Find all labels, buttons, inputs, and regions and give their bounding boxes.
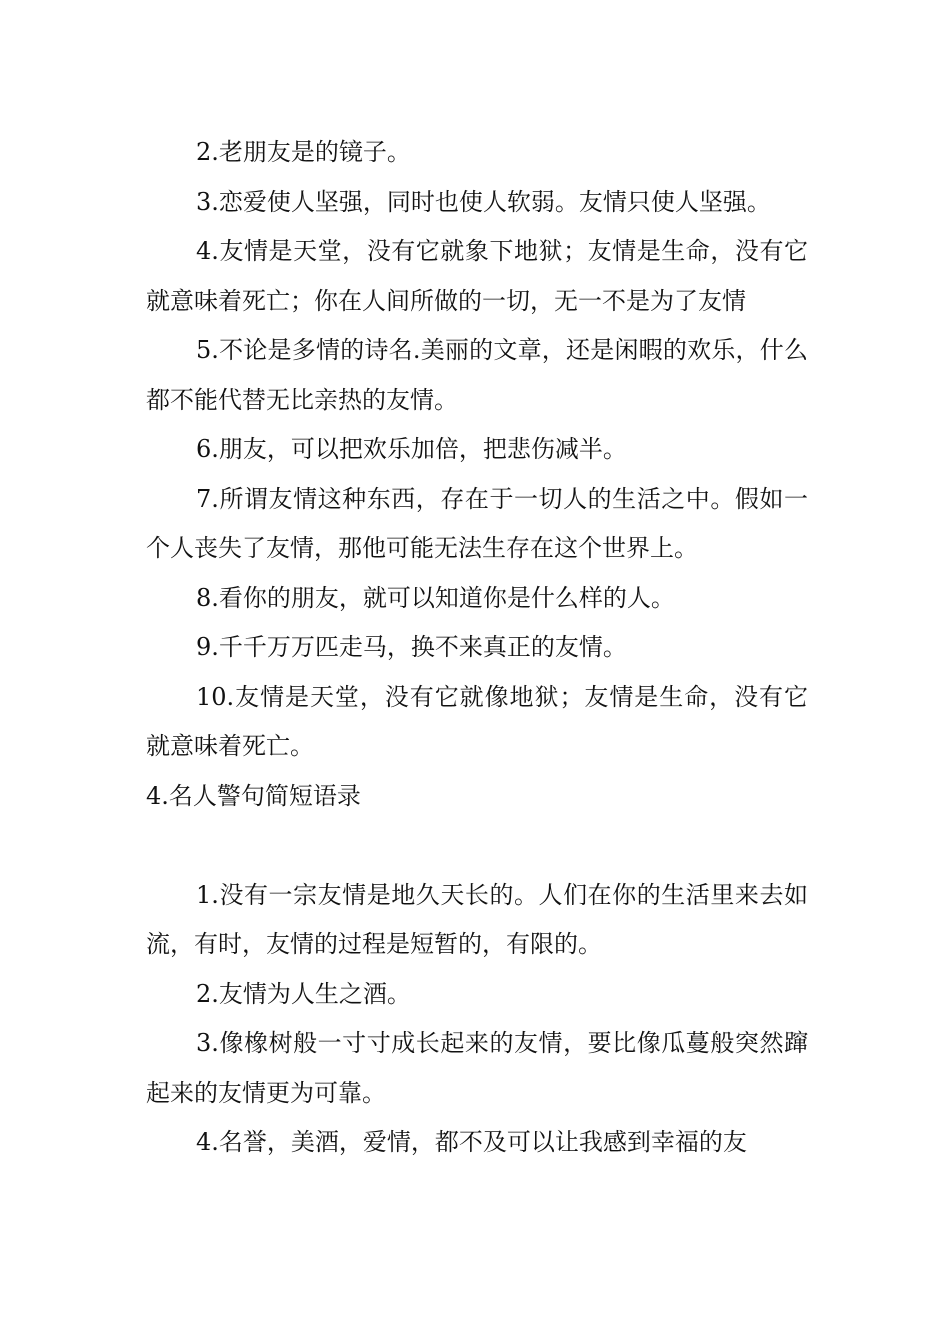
- section-heading: 4.名人警句简短语录: [146, 781, 361, 810]
- quote-paragraph: 3.像橡树般一寸寸成长起来的友情，要比像瓜蔓般突然蹿起来的友情更为可靠。: [146, 1029, 808, 1107]
- quote-paragraph: 5.不论是多情的诗名.美丽的文章，还是闲暇的欢乐，什么都不能代替无比亲热的友情。: [146, 336, 808, 414]
- quote-paragraph: 4.名誉，美酒，爱情，都不及可以让我感到幸福的友: [196, 1128, 747, 1156]
- document-body: [146, 128, 808, 1168]
- quote-paragraph: 2.老朋友是的镜子。: [196, 138, 411, 166]
- quote-paragraph: 6.朋友，可以把欢乐加倍，把悲伤减半。: [196, 435, 627, 463]
- quote-paragraph: 10.友情是天堂，没有它就像地狱；友情是生命，没有它就意味着死亡。: [146, 682, 808, 760]
- quote-paragraph: 1.没有一宗友情是地久天长的。人们在你的生活里来去如流，有时，友情的过程是短暂的，有限的。: [146, 880, 808, 958]
- quote-paragraph: 2.友情为人生之酒。: [196, 979, 411, 1008]
- quote-paragraph: 4.友情是天堂，没有它就象下地狱；友情是生命，没有它就意味着死亡；你在人间所做的一切，无一不是为了友情: [146, 237, 808, 315]
- quote-paragraph: 9.千千万万匹走马，换不来真正的友情。: [196, 633, 627, 661]
- quote-paragraph: 7.所谓友情这种东西，存在于一切人的生活之中。假如一个人丧失了友情，那他可能无法生存在这个世界上。: [146, 484, 808, 562]
- quote-paragraph: 3.恋爱使人坚强，同时也使人软弱。友情只使人坚强。: [196, 187, 771, 216]
- quote-paragraph: 8.看你的朋友，就可以知道你是什么样的人。: [196, 583, 675, 612]
- blank-line: [146, 821, 808, 871]
